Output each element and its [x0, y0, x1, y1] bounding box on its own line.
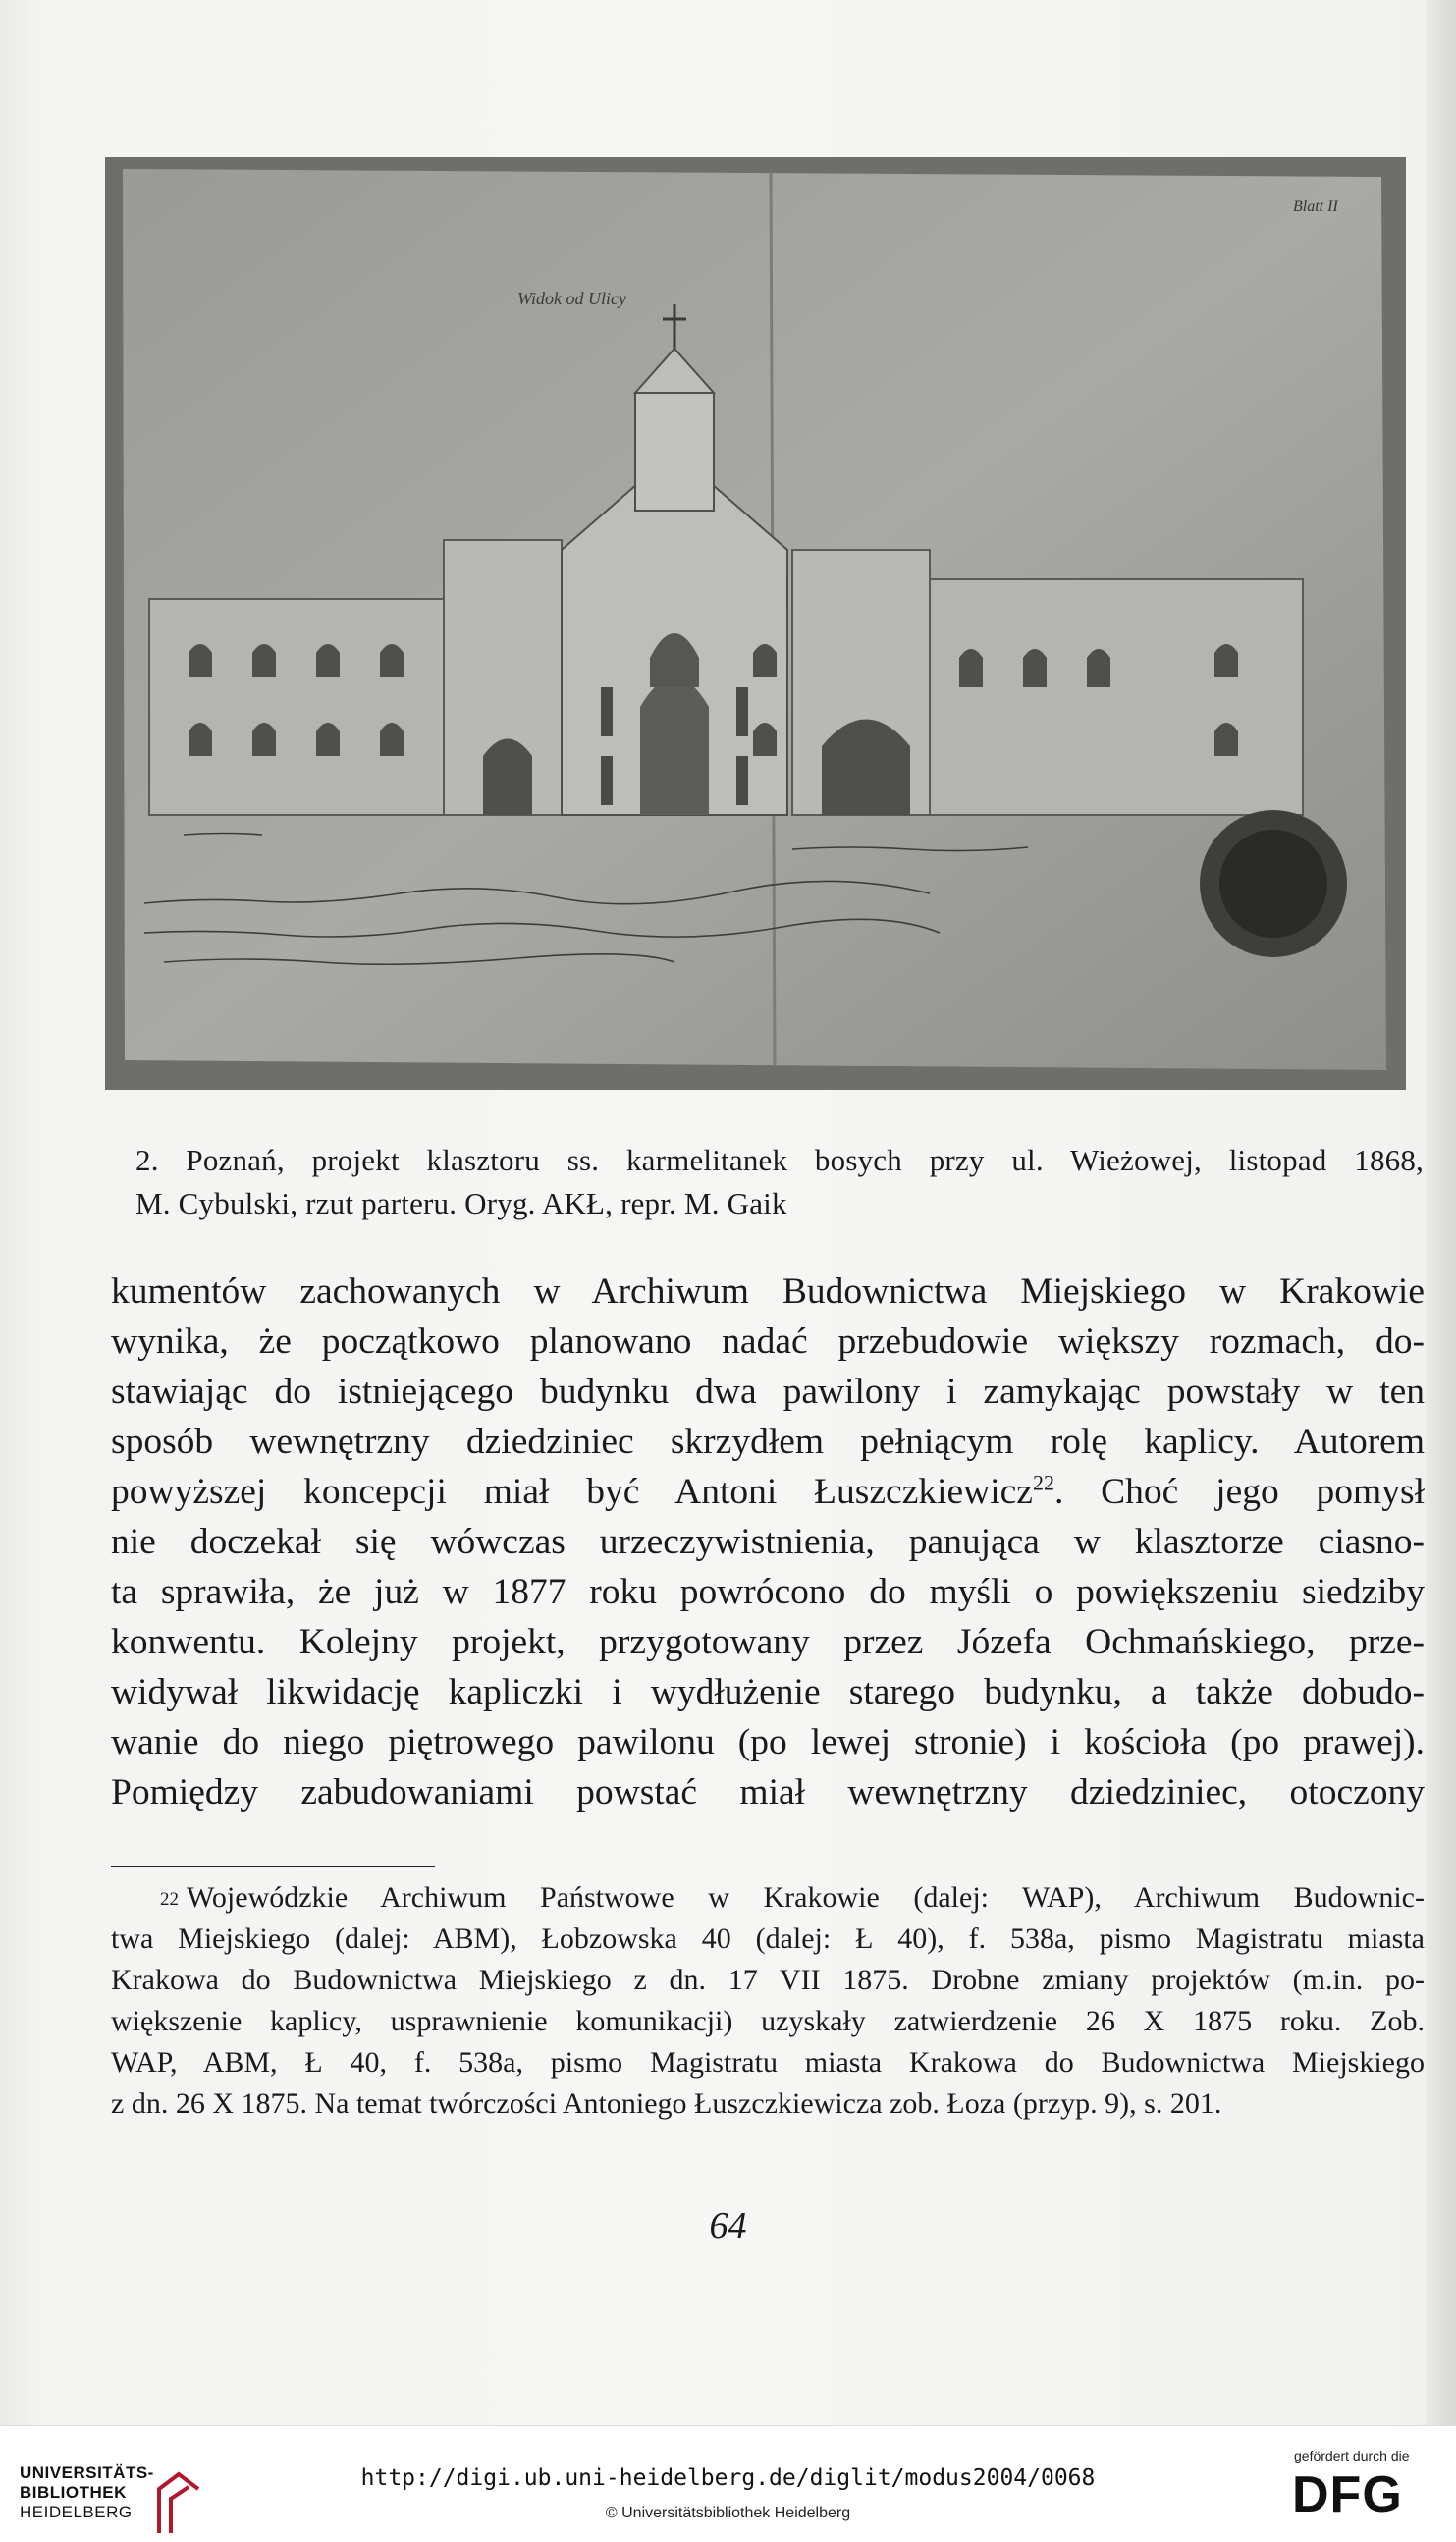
page-edge	[1426, 0, 1456, 2425]
footnote-line: z dn. 26 X 1875. Na temat twórczości Antoniego Łuszczkiewicza zob. Łoza (przyp. 9), s. 201.	[111, 2087, 1222, 2120]
footnote-line: WAP, ABM, Ł 40, f. 538a, pismo Magistratu miasta Krakowa do Budownictwa Miejskiego	[111, 2046, 1425, 2079]
footnote-reference[interactable]: 22	[1032, 1470, 1054, 1495]
library-name-line: HEIDELBERG	[20, 2503, 133, 2521]
footnote-separator	[111, 1866, 435, 1867]
body-line: ta sprawiła, że już w 1877 roku powrócono do myśli o powiększeniu siedziby	[111, 1572, 1425, 1612]
funding-text: gefördert durch die	[1294, 2448, 1410, 2463]
footnote-line: twa Miejskiego (dalej: ABM), Łobzowska 40 (dalej: Ł 40), f. 538a, pismo Magistratu miasta	[111, 1922, 1425, 1955]
body-line: stawiając do istniejącego budynku dwa pawilony i zamykając powstały w ten	[111, 1372, 1425, 1412]
body-text-fragment: . Choć jego pomysł	[1053, 1472, 1425, 1512]
footnote-line: większenie kaplicy, usprawnienie komunikacji) uzyskały zatwierdzenie 26 X 1875 roku. Zob.	[111, 2005, 1425, 2037]
body-line: widywał likwidację kapliczki i wydłużenie starego budynku, a także dobudo-	[111, 1672, 1425, 1712]
building-elevation-illustration	[105, 157, 1406, 1090]
body-line: sposób wewnętrzny dziedziniec skrzydłem pełniącym rolę kaplicy. Autorem	[111, 1422, 1425, 1462]
footnote-line: Krakowa do Budownictwa Miejskiego z dn. 17 VII 1875. Drobne zmiany projektów (m.in. po-	[111, 1964, 1425, 1996]
body-line-with-footnote-ref	[111, 1467, 1425, 1517]
library-name-line: UNIVERSITÄTS-	[20, 2463, 154, 2482]
footnote-number: 22	[160, 1889, 179, 1910]
source-url-link[interactable]: http://digi.ub.uni-heidelberg.de/diglit/modus2004/0068	[360, 2465, 1096, 2491]
body-line: wynika, że początkowo planowano nadać przebudowie większy rozmach, do-	[111, 1322, 1425, 1362]
body-line: Pomiędzy zabudowaniami powstać miał wewnętrzny dziedziniec, otoczony	[111, 1772, 1425, 1812]
footnote-text: Wojewódzkie Archiwum Państwowe w Krakowie (dalej: WAP), Archiwum Budownic-	[187, 1881, 1425, 1914]
page-number: 64	[709, 2205, 747, 2246]
dfg-logo[interactable]: DFG	[1292, 2466, 1403, 2523]
body-line: konwentu. Kolejny projekt, przygotowany przez Józefa Ochmańskiego, prze-	[111, 1622, 1425, 1662]
drawing-title: Widok od Ulicy	[517, 289, 626, 308]
figure-architectural-drawing	[105, 157, 1406, 1090]
footnote-line	[111, 1877, 1425, 1919]
figure-caption	[135, 1139, 1424, 1225]
body-paragraph	[111, 1267, 1425, 1817]
copyright-notice: © Universitätsbibliothek Heidelberg	[605, 2505, 851, 2521]
drawing-sheet-mark: Blatt II	[1293, 198, 1338, 215]
footnote	[111, 1877, 1425, 2125]
body-line: kumentów zachowanych w Archiwum Budownictwa Miejskiego w Krakowie	[111, 1271, 1425, 1312]
caption-line: M. Cybulski, rzut parteru. Oryg. AKŁ, repr. M. Gaik	[135, 1186, 787, 1220]
body-line: wanie do niego piętrowego pawilonu (po lewej stronie) i kościoła (po prawej).	[111, 1722, 1425, 1762]
caption-line: 2. Poznań, projekt klasztoru ss. karmelitanek bosych przy ul. Wieżowej, listopad 1868,	[135, 1143, 1424, 1177]
body-line: nie doczekał się wówczas urzeczywistnienia, panująca w klasztorze ciasno-	[111, 1522, 1425, 1562]
library-name-line: BIBLIOTHEK	[20, 2483, 127, 2502]
footer-bar	[0, 2425, 1456, 2542]
body-text-fragment: powyższej koncepcji miał być Antoni Łuszczkiewicz	[111, 1472, 1033, 1512]
